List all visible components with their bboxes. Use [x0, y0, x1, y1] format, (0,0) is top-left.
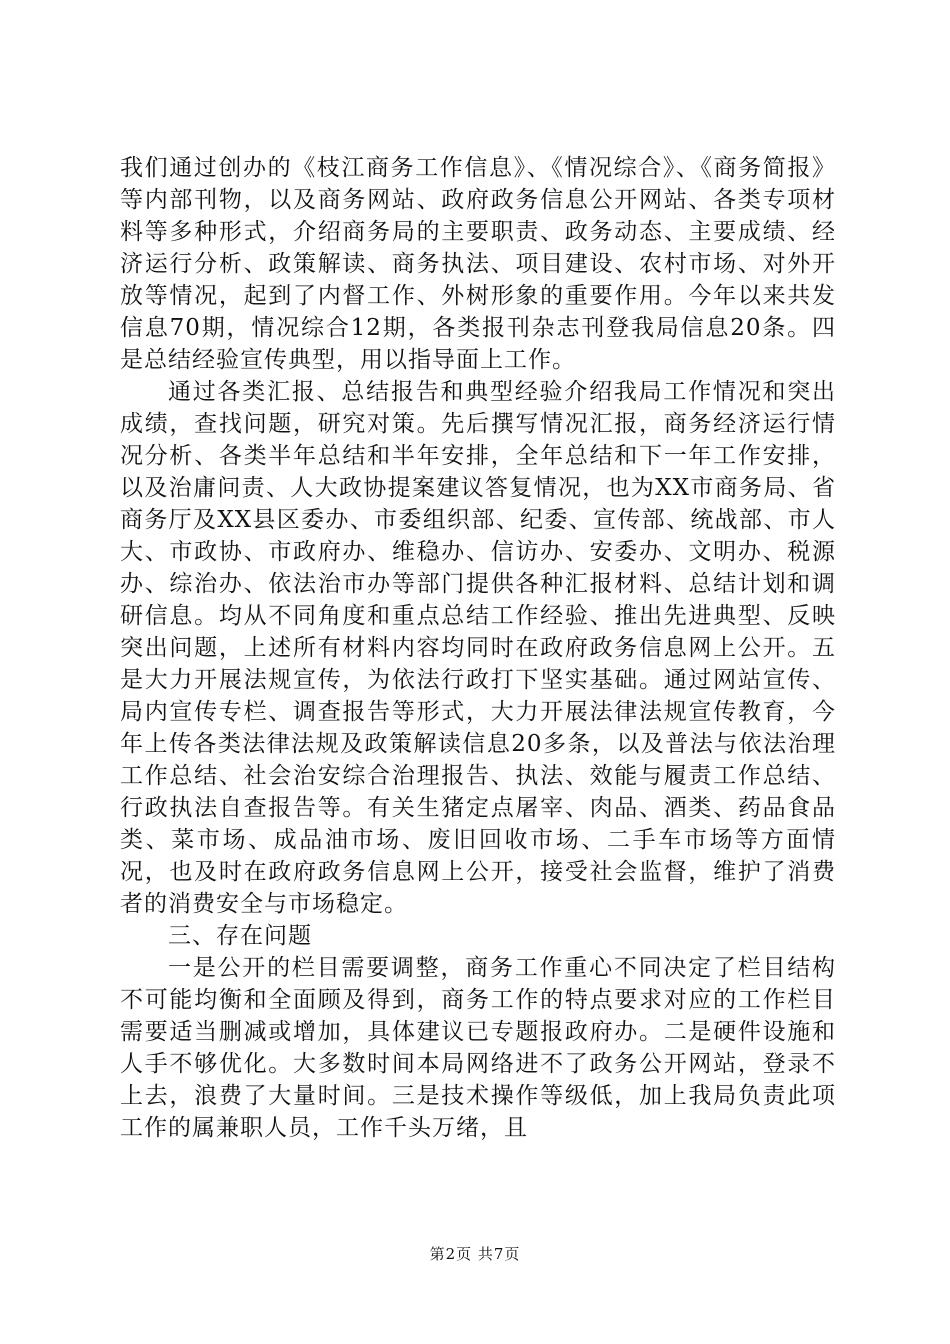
section-heading: 三、存在问题: [168, 923, 312, 949]
page-footer: 第2页 共7页: [429, 1245, 521, 1263]
document-body: [120, 152, 836, 1144]
body-paragraph-1: 我们通过创办的《枝江商务工作信息》、《情况综合》、《商务简报》等内部刊物，以及商务网站、政府政务信息公开网站、各类专项材料等多种形式，介绍商务局的主要职责、政务动态、主要成绩、经济运行分析、政策解读、商务执法、项目建设、农村市场、对外开放等情况，起到了内督工作、外树形象的重要作用。今年以来共发信息70期，情况综合12期，各类报刊杂志刊登我局信息20条。四是总结经验宣传典型，用以指导面上工作。: [120, 155, 836, 373]
section-paragraph: 一是公开的栏目需要调整，商务工作重心不同决定了栏目结构不可能均衡和全面顾及得到，商务工作的特点要求对应的工作栏目需要适当删减或增加，具体建议已专题报政府办。二是硬件设施和人手不够优化。大多数时间本局网络进不了政务公开网站，登录不上去，浪费了大量时间。三是技术操作等级低，加上我局负责此项工作的属兼职人员，工作千头万绪，且: [120, 955, 836, 1141]
body-paragraph-2: 通过各类汇报、总结报告和典型经验介绍我局工作情况和突出成绩，查找问题，研究对策。先后撰写情况汇报，商务经济运行情况分析、各类半年总结和半年安排，全年总结和下一年工作安排，以及治庸问责、人大政协提案建议答复情况，也为XX市商务局、省商务厅及XX县区委办、市委组织部、纪委、宣传部、统战部、市人大、市政协、市政府办、维稳办、信访办、安委办、文明办、税源办、综治办、依法治市办等部门提供各种汇报材料、总结计划和调研信息。均从不同角度和重点总结工作经验、推出先进典型、反映突出问题，上述所有材料内容均同时在政府政务信息网上公开。五是大力开展法规宣传，为依法行政打下坚实基础。通过网站宣传、局内宣传专栏、调查报告等形式，大力开展法律法规宣传教育，今年上传各类法律法规及政策解读信息20多条，以及普法与依法治理工作总结、社会治安综合治理报告、执法、效能与履责工作总结、行政执法自查报告等。有关生猪定点屠宰、肉品、酒类、药品食品类、菜市场、成品油市场、废旧回收市场、二手车市场等方面情况，也及时在政府政务信息网上公开，接受社会监督，维护了消费者的消费安全与市场稳定。: [120, 379, 836, 917]
